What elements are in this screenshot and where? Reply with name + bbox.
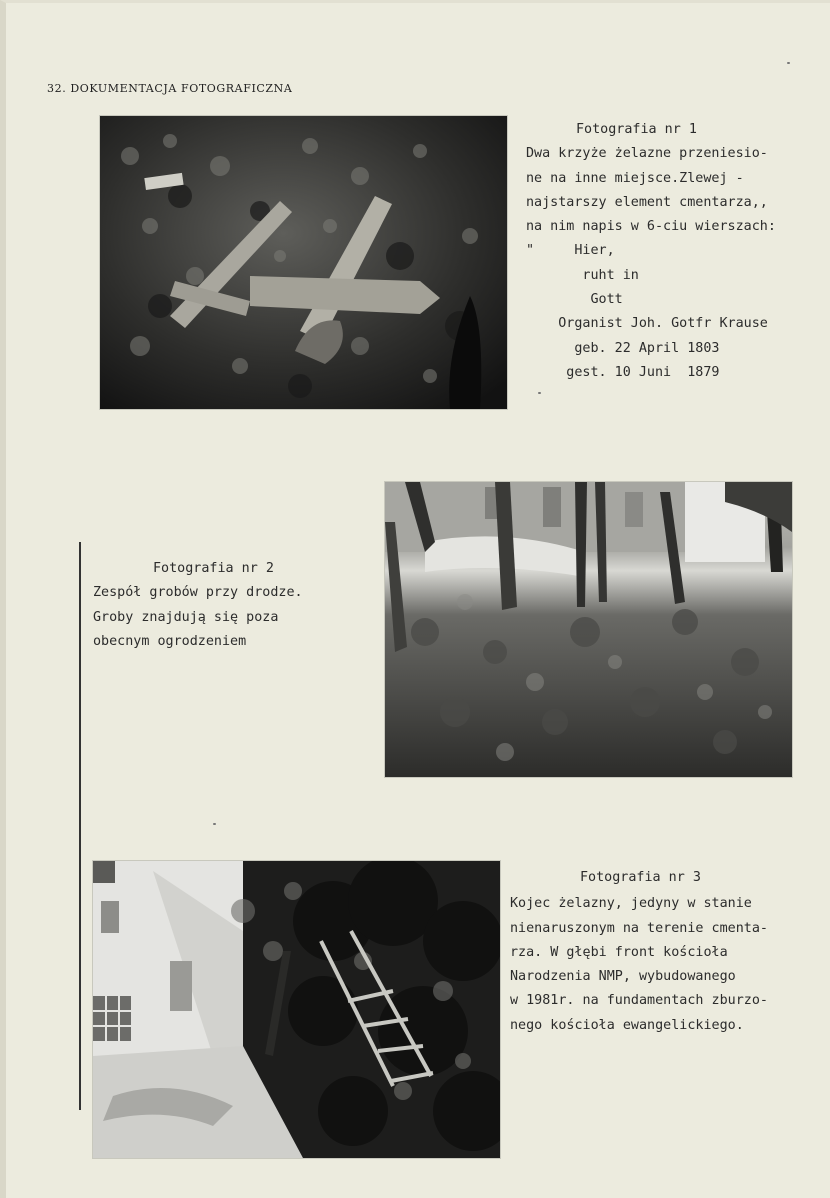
inscription-line: geb. 22 April 1803: [526, 340, 720, 356]
caption-line: nego kościoła ewangelickiego.: [510, 1017, 744, 1033]
inscription-line: gest. 10 Juni 1879: [526, 364, 720, 380]
caption-line: w 1981r. na fundamentach zburzo-: [510, 993, 768, 1009]
caption-line: ne na inne miejsce.Zlewej -: [526, 170, 744, 186]
photo-iron-enclosure-icon: [93, 861, 500, 1158]
inscription-line: ruht in: [526, 267, 639, 283]
paper-speck: [787, 62, 790, 64]
caption-line: Kojec żelazny, jedyny w stanie: [510, 896, 752, 912]
caption-line: Dwa krzyże żelazne przeniesio-: [526, 146, 768, 162]
caption-line: najstarszy element cmentarza,,: [526, 194, 768, 210]
caption-line: Narodzenia NMP, wybudowanego: [510, 969, 736, 985]
caption-line: Zespół grobów przy drodze.: [93, 585, 303, 601]
caption-title: Fotografia nr 1: [576, 122, 697, 137]
caption-title: Fotografia nr 2: [153, 561, 274, 576]
caption-line: rza. W głębi front kościoła: [510, 944, 728, 960]
photo-graves-by-road-icon: [385, 482, 792, 777]
inscription-line: " Hier,: [526, 243, 615, 259]
caption-title: Fotografia nr 3: [580, 870, 701, 885]
page-header: 32. DOKUMENTACJA FOTOGRAFICZNA: [47, 82, 293, 95]
caption-photo-3: [510, 866, 768, 1038]
photo-graves: [385, 482, 792, 777]
photo-iron-crosses-icon: [100, 116, 507, 409]
caption-photo-1: [526, 118, 776, 385]
paper-speck: [538, 392, 541, 394]
photo-enclosure: [93, 861, 500, 1158]
inscription-line: Gott: [526, 292, 623, 308]
margin-rule: [79, 542, 81, 1110]
inscription-line: Organist Joh. Gotfr Krause: [526, 316, 768, 332]
caption-line: nienaruszonym na terenie cmenta-: [510, 920, 768, 936]
paper-speck: [213, 823, 216, 825]
caption-line: na nim napis w 6-ciu wierszach:: [526, 219, 776, 235]
caption-line: obecnym ogrodzeniem: [93, 633, 247, 649]
caption-photo-2: [93, 557, 303, 654]
photo-crosses: [100, 116, 507, 409]
caption-line: Groby znajdują się poza: [93, 609, 279, 625]
